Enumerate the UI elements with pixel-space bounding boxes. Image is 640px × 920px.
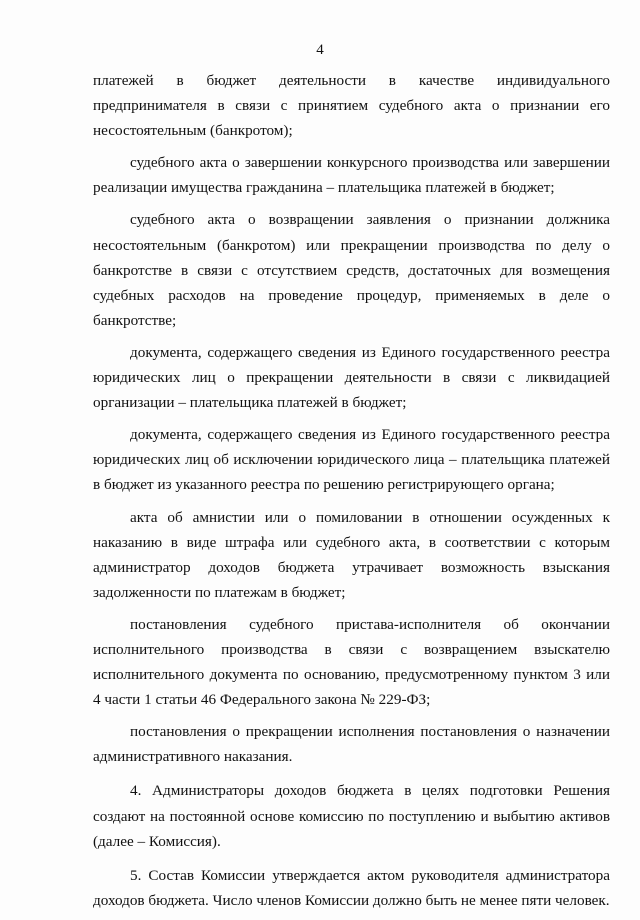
paragraph: документа, содержащего сведения из Единого государственного реестра юридических лиц о прекращении деятельности в связи с ликвидацией организации – плательщика платежей в бюджет; bbox=[93, 343, 610, 412]
paragraph: 5. Состав Комиссии утверждается актом руководителя администратора доходов бюджета. Число членов Комиссии должно быть не менее пяти человек. bbox=[93, 866, 610, 909]
paragraph: постановления о прекращении исполнения постановления о назначении административного наказания. bbox=[93, 723, 610, 766]
paragraph: 4. Администраторы доходов бюджета в целях подготовки Решения создают на постоянной основе комиссию по поступлению и выбытию активов (далее – Комиссия). bbox=[93, 782, 610, 850]
paragraph: судебного акта о завершении конкурсного производства или завершении реализации имущества гражданина – плательщика платежей в бюджет; bbox=[93, 154, 610, 197]
paragraph: документа, содержащего сведения из Единого государственного реестра юридических лиц об исключении юридического лица – плательщика платежей в бюджет из указанного реестра по решению регистрирующего органа; bbox=[93, 426, 610, 494]
page-number: 4 bbox=[316, 42, 324, 58]
paragraph: акта об амнистии или о помиловании в отношении осужденных к наказанию в виде штрафа или судебного акта, в соответствии с которым администратор доходов бюджета утрачивает возможность взыскания задолженности по платежам в бюджет; bbox=[93, 508, 610, 601]
document-body bbox=[93, 68, 610, 913]
paragraph: платежей в бюджет деятельности в качестве индивидуального предпринимателя в связи с принятием судебного акта о признании его несостоятельным (банкротом); bbox=[93, 72, 610, 140]
paragraph: постановления судебного пристава-исполнителя об окончании исполнительного производства в связи с возвращением взыскателю исполнительного документа по основанию, предусмотренному пунктом 3 или 4 части 1 статьи 46 Федерального закона № 229-ФЗ; bbox=[93, 615, 610, 709]
paragraph: судебного акта о возвращении заявления о признании должника несостоятельным (банкротом) или прекращении производства по делу о банкротстве в связи с отсутствием средств, достаточных для возмещения судебных расходов на проведение процедур, применяемых в деле о банкротстве; bbox=[93, 211, 610, 329]
